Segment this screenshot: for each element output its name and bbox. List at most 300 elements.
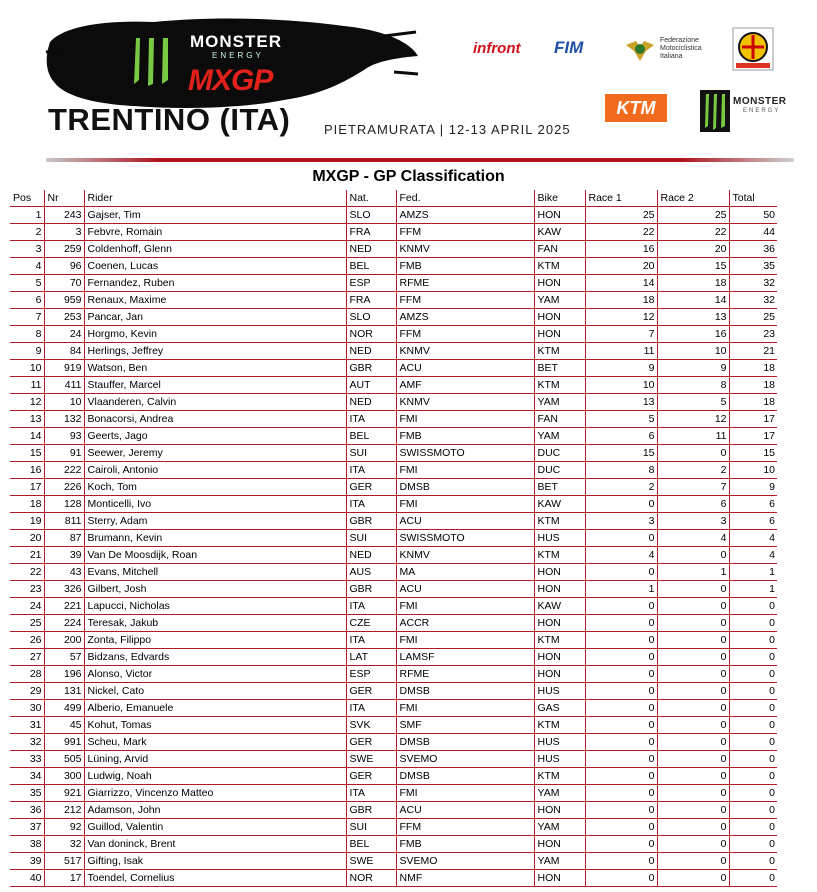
cell-nat: SUI xyxy=(346,819,396,836)
cell-nr: 259 xyxy=(44,241,84,258)
cell-nr: 45 xyxy=(44,717,84,734)
cell-fed: MA xyxy=(396,564,534,581)
cell-nat: ITA xyxy=(346,496,396,513)
cell-bike: HON xyxy=(534,666,585,683)
cell-nat: NOR xyxy=(346,326,396,343)
cell-nr: 224 xyxy=(44,615,84,632)
cell-fed: ACU xyxy=(396,581,534,598)
cell-nat: SWE xyxy=(346,751,396,768)
cell-nr: 919 xyxy=(44,360,84,377)
cell-nr: 222 xyxy=(44,462,84,479)
cell-nat: SWE xyxy=(346,853,396,870)
cell-race2: 0 xyxy=(657,819,729,836)
cell-total: 35 xyxy=(729,258,777,275)
cell-pos: 3 xyxy=(10,241,44,258)
cell-nat: SVK xyxy=(346,717,396,734)
cell-rider: Sterry, Adam xyxy=(84,513,346,530)
table-row xyxy=(10,411,777,428)
cell-race1: 0 xyxy=(585,751,657,768)
table-row xyxy=(10,598,777,615)
cell-race1: 13 xyxy=(585,394,657,411)
cell-total: 44 xyxy=(729,224,777,241)
cell-race2: 0 xyxy=(657,870,729,887)
cell-total: 0 xyxy=(729,836,777,853)
cell-race1: 18 xyxy=(585,292,657,309)
cell-nr: 499 xyxy=(44,700,84,717)
cell-bike: HON xyxy=(534,309,585,326)
table-row xyxy=(10,632,777,649)
event-venue-date: PIETRAMURATA | 12-13 APRIL 2025 xyxy=(324,122,571,137)
cell-bike: FAN xyxy=(534,411,585,428)
cell-race2: 4 xyxy=(657,530,729,547)
cell-nr: 32 xyxy=(44,836,84,853)
cell-fed: ACCR xyxy=(396,615,534,632)
table-row xyxy=(10,547,777,564)
table-row xyxy=(10,292,777,309)
cell-rider: Zonta, Filippo xyxy=(84,632,346,649)
cell-race2: 25 xyxy=(657,207,729,224)
cell-rider: Pancar, Jan xyxy=(84,309,346,326)
cell-fed: FMI xyxy=(396,462,534,479)
cell-total: 18 xyxy=(729,360,777,377)
cell-race1: 0 xyxy=(585,853,657,870)
cell-total: 21 xyxy=(729,343,777,360)
cell-total: 0 xyxy=(729,734,777,751)
cell-nat: ITA xyxy=(346,462,396,479)
column-header-bike: Bike xyxy=(534,190,585,207)
cell-race1: 0 xyxy=(585,632,657,649)
cell-fed: SMF xyxy=(396,717,534,734)
cell-nat: NED xyxy=(346,547,396,564)
cell-race1: 10 xyxy=(585,377,657,394)
cell-pos: 35 xyxy=(10,785,44,802)
cell-rider: Cairoli, Antonio xyxy=(84,462,346,479)
cell-race1: 16 xyxy=(585,241,657,258)
cell-fed: LAMSF xyxy=(396,649,534,666)
cell-bike: HON xyxy=(534,649,585,666)
cell-nr: 17 xyxy=(44,870,84,887)
cell-nat: FRA xyxy=(346,224,396,241)
cell-race2: 0 xyxy=(657,768,729,785)
cell-rider: Giarrizzo, Vincenzo Matteo xyxy=(84,785,346,802)
cell-pos: 36 xyxy=(10,802,44,819)
cell-race1: 0 xyxy=(585,530,657,547)
table-row xyxy=(10,768,777,785)
cell-fed: KNMV xyxy=(396,547,534,564)
cell-race1: 11 xyxy=(585,343,657,360)
cell-rider: Renaux, Maxime xyxy=(84,292,346,309)
cell-race2: 1 xyxy=(657,564,729,581)
cell-race1: 1 xyxy=(585,581,657,598)
cell-race2: 5 xyxy=(657,394,729,411)
cell-race2: 7 xyxy=(657,479,729,496)
cell-bike: YAM xyxy=(534,785,585,802)
table-row xyxy=(10,530,777,547)
cell-nat: GBR xyxy=(346,513,396,530)
cell-bike: DUC xyxy=(534,445,585,462)
cell-nat: GER xyxy=(346,479,396,496)
ktm-logo: KTM xyxy=(605,94,667,122)
cell-race2: 22 xyxy=(657,224,729,241)
cell-nat: ESP xyxy=(346,275,396,292)
cell-fed: DMSB xyxy=(396,683,534,700)
cell-race1: 20 xyxy=(585,258,657,275)
cell-fed: SVEMO xyxy=(396,751,534,768)
cell-nr: 326 xyxy=(44,581,84,598)
table-row xyxy=(10,513,777,530)
fmi-logo-icon xyxy=(624,37,656,63)
cell-fed: DMSB xyxy=(396,479,534,496)
cell-nat: GBR xyxy=(346,581,396,598)
cell-pos: 7 xyxy=(10,309,44,326)
cell-rider: Van doninck, Brent xyxy=(84,836,346,853)
cell-race2: 3 xyxy=(657,513,729,530)
cell-nr: 811 xyxy=(44,513,84,530)
cell-total: 0 xyxy=(729,666,777,683)
cell-race2: 0 xyxy=(657,836,729,853)
document-title: MXGP - GP Classification xyxy=(312,168,505,185)
cell-nr: 253 xyxy=(44,309,84,326)
table-row xyxy=(10,462,777,479)
cell-nr: 300 xyxy=(44,768,84,785)
table-row xyxy=(10,802,777,819)
cell-pos: 17 xyxy=(10,479,44,496)
cell-fed: ACU xyxy=(396,513,534,530)
cell-fed: FFM xyxy=(396,326,534,343)
cell-nat: ITA xyxy=(346,598,396,615)
cell-nr: 226 xyxy=(44,479,84,496)
table-row xyxy=(10,870,777,887)
cell-bike: HUS xyxy=(534,683,585,700)
cell-nr: 91 xyxy=(44,445,84,462)
cell-pos: 27 xyxy=(10,649,44,666)
cell-race1: 0 xyxy=(585,768,657,785)
cell-total: 0 xyxy=(729,683,777,700)
cell-bike: YAM xyxy=(534,428,585,445)
table-row xyxy=(10,428,777,445)
cell-race2: 0 xyxy=(657,581,729,598)
table-row xyxy=(10,785,777,802)
cell-fed: KNMV xyxy=(396,343,534,360)
cell-race2: 9 xyxy=(657,360,729,377)
cell-nr: 96 xyxy=(44,258,84,275)
cell-nat: AUT xyxy=(346,377,396,394)
cell-race1: 12 xyxy=(585,309,657,326)
table-row xyxy=(10,649,777,666)
cell-nat: NED xyxy=(346,241,396,258)
fmi-logo-text: Federazione Motociclistica Italiana xyxy=(660,37,702,60)
cell-race1: 22 xyxy=(585,224,657,241)
cell-total: 0 xyxy=(729,785,777,802)
table-row xyxy=(10,343,777,360)
cell-race2: 0 xyxy=(657,717,729,734)
cell-total: 1 xyxy=(729,581,777,598)
cell-bike: KTM xyxy=(534,547,585,564)
table-row xyxy=(10,207,777,224)
cell-total: 6 xyxy=(729,496,777,513)
cell-pos: 11 xyxy=(10,377,44,394)
cell-race1: 8 xyxy=(585,462,657,479)
cell-total: 15 xyxy=(729,445,777,462)
cell-race2: 13 xyxy=(657,309,729,326)
event-title: TRENTINO (ITA) xyxy=(48,102,291,137)
cell-rider: Ludwig, Noah xyxy=(84,768,346,785)
cell-pos: 23 xyxy=(10,581,44,598)
cell-nat: AUS xyxy=(346,564,396,581)
table-row xyxy=(10,581,777,598)
cell-fed: FMI xyxy=(396,700,534,717)
column-header-fed: Fed. xyxy=(396,190,534,207)
cell-pos: 40 xyxy=(10,870,44,887)
table-row xyxy=(10,258,777,275)
cell-fed: FFM xyxy=(396,292,534,309)
cell-nr: 84 xyxy=(44,343,84,360)
cell-rider: Lüning, Arvid xyxy=(84,751,346,768)
cell-race2: 8 xyxy=(657,377,729,394)
cell-race2: 0 xyxy=(657,547,729,564)
cell-pos: 13 xyxy=(10,411,44,428)
cell-race1: 0 xyxy=(585,564,657,581)
table-row xyxy=(10,751,777,768)
cell-total: 0 xyxy=(729,717,777,734)
cell-total: 50 xyxy=(729,207,777,224)
table-row xyxy=(10,496,777,513)
cell-fed: AMF xyxy=(396,377,534,394)
cell-race1: 3 xyxy=(585,513,657,530)
cell-race2: 16 xyxy=(657,326,729,343)
cell-bike: KTM xyxy=(534,513,585,530)
cell-rider: Watson, Ben xyxy=(84,360,346,377)
cell-race2: 10 xyxy=(657,343,729,360)
cell-race1: 0 xyxy=(585,870,657,887)
column-header-race2: Race 2 xyxy=(657,190,729,207)
column-header-nr: Nr xyxy=(44,190,84,207)
cell-fed: KNMV xyxy=(396,241,534,258)
cell-nat: SUI xyxy=(346,530,396,547)
cell-bike: DUC xyxy=(534,462,585,479)
cell-nat: ITA xyxy=(346,411,396,428)
cell-nr: 243 xyxy=(44,207,84,224)
cell-total: 6 xyxy=(729,513,777,530)
cell-pos: 4 xyxy=(10,258,44,275)
cell-bike: FAN xyxy=(534,241,585,258)
cell-rider: Gilbert, Josh xyxy=(84,581,346,598)
mxgp-logo: MXGP xyxy=(188,64,273,97)
cell-total: 0 xyxy=(729,853,777,870)
cell-rider: Vlaanderen, Calvin xyxy=(84,394,346,411)
cell-race1: 0 xyxy=(585,836,657,853)
cell-total: 25 xyxy=(729,309,777,326)
cell-rider: Bidzans, Edvards xyxy=(84,649,346,666)
cell-bike: HUS xyxy=(534,530,585,547)
cell-pos: 6 xyxy=(10,292,44,309)
cell-nr: 959 xyxy=(44,292,84,309)
cell-fed: FMI xyxy=(396,496,534,513)
cell-race1: 0 xyxy=(585,615,657,632)
cell-race1: 0 xyxy=(585,683,657,700)
cell-nr: 991 xyxy=(44,734,84,751)
table-row xyxy=(10,853,777,870)
cell-bike: KTM xyxy=(534,632,585,649)
cell-pos: 22 xyxy=(10,564,44,581)
column-header-total: Total xyxy=(729,190,777,207)
cell-fed: FMI xyxy=(396,411,534,428)
cell-nat: BEL xyxy=(346,428,396,445)
cell-rider: Alberio, Emanuele xyxy=(84,700,346,717)
cell-rider: Febvre, Romain xyxy=(84,224,346,241)
cell-bike: KAW xyxy=(534,224,585,241)
cell-race2: 0 xyxy=(657,598,729,615)
cell-bike: HUS xyxy=(534,751,585,768)
cell-nat: ESP xyxy=(346,666,396,683)
energy-logo-text: ENERGY xyxy=(212,51,264,60)
cell-rider: Brumann, Kevin xyxy=(84,530,346,547)
column-header-rider: Rider xyxy=(84,190,346,207)
cell-pos: 5 xyxy=(10,275,44,292)
cell-rider: Evans, Mitchell xyxy=(84,564,346,581)
cell-nat: GER xyxy=(346,768,396,785)
cell-race2: 11 xyxy=(657,428,729,445)
cell-bike: KAW xyxy=(534,598,585,615)
cell-rider: Gajser, Tim xyxy=(84,207,346,224)
energy-logo-small-text: ENERGY xyxy=(743,108,781,114)
cell-total: 32 xyxy=(729,292,777,309)
cell-bike: GAS xyxy=(534,700,585,717)
cell-race1: 25 xyxy=(585,207,657,224)
header-divider xyxy=(46,158,794,162)
cell-nr: 196 xyxy=(44,666,84,683)
cell-pos: 30 xyxy=(10,700,44,717)
cell-nr: 10 xyxy=(44,394,84,411)
cell-nr: 128 xyxy=(44,496,84,513)
cell-pos: 19 xyxy=(10,513,44,530)
cell-total: 0 xyxy=(729,598,777,615)
cell-pos: 32 xyxy=(10,734,44,751)
table-row xyxy=(10,615,777,632)
cell-nat: BEL xyxy=(346,836,396,853)
cell-nr: 131 xyxy=(44,683,84,700)
table-row xyxy=(10,445,777,462)
table-row xyxy=(10,326,777,343)
cell-total: 18 xyxy=(729,394,777,411)
cell-bike: HON xyxy=(534,870,585,887)
cell-bike: BET xyxy=(534,479,585,496)
cell-rider: Horgmo, Kevin xyxy=(84,326,346,343)
cell-pos: 1 xyxy=(10,207,44,224)
cell-nat: GER xyxy=(346,734,396,751)
cell-pos: 8 xyxy=(10,326,44,343)
cell-race1: 4 xyxy=(585,547,657,564)
cell-race1: 9 xyxy=(585,360,657,377)
cell-rider: Fernandez, Ruben xyxy=(84,275,346,292)
cell-nr: 517 xyxy=(44,853,84,870)
cell-total: 23 xyxy=(729,326,777,343)
cell-race2: 12 xyxy=(657,411,729,428)
classification-table xyxy=(10,190,777,887)
cell-bike: BET xyxy=(534,360,585,377)
cell-race2: 2 xyxy=(657,462,729,479)
cell-total: 18 xyxy=(729,377,777,394)
table-row xyxy=(10,224,777,241)
cell-nat: ITA xyxy=(346,700,396,717)
cell-fed: RFME xyxy=(396,275,534,292)
cell-rider: Herlings, Jeffrey xyxy=(84,343,346,360)
cell-nat: GBR xyxy=(346,360,396,377)
cell-rider: Scheu, Mark xyxy=(84,734,346,751)
table-row xyxy=(10,360,777,377)
cell-nr: 200 xyxy=(44,632,84,649)
cell-bike: KAW xyxy=(534,496,585,513)
cell-race1: 0 xyxy=(585,700,657,717)
cell-rider: Toendel, Cornelius xyxy=(84,870,346,887)
cell-total: 0 xyxy=(729,802,777,819)
monster-logo-text: MONSTER xyxy=(190,32,282,51)
cell-race2: 6 xyxy=(657,496,729,513)
cell-nat: NOR xyxy=(346,870,396,887)
cell-pos: 9 xyxy=(10,343,44,360)
cell-nat: FRA xyxy=(346,292,396,309)
table-row xyxy=(10,377,777,394)
cell-race2: 0 xyxy=(657,632,729,649)
cell-nr: 57 xyxy=(44,649,84,666)
cell-total: 0 xyxy=(729,649,777,666)
cell-bike: HON xyxy=(534,581,585,598)
cell-race2: 0 xyxy=(657,734,729,751)
cell-nr: 212 xyxy=(44,802,84,819)
cell-total: 9 xyxy=(729,479,777,496)
cell-bike: YAM xyxy=(534,819,585,836)
cell-total: 1 xyxy=(729,564,777,581)
cell-race2: 0 xyxy=(657,649,729,666)
table-row xyxy=(10,241,777,258)
cell-bike: KTM xyxy=(534,717,585,734)
cell-bike: HUS xyxy=(534,734,585,751)
cell-race2: 20 xyxy=(657,241,729,258)
cell-nr: 70 xyxy=(44,275,84,292)
cell-nat: LAT xyxy=(346,649,396,666)
cell-race1: 7 xyxy=(585,326,657,343)
cell-fed: FMI xyxy=(396,598,534,615)
cell-total: 32 xyxy=(729,275,777,292)
cell-rider: Adamson, John xyxy=(84,802,346,819)
cell-nr: 921 xyxy=(44,785,84,802)
cell-rider: Guillod, Valentin xyxy=(84,819,346,836)
cell-pos: 29 xyxy=(10,683,44,700)
cell-pos: 14 xyxy=(10,428,44,445)
cell-total: 17 xyxy=(729,411,777,428)
cell-fed: DMSB xyxy=(396,734,534,751)
cell-rider: Seewer, Jeremy xyxy=(84,445,346,462)
cell-total: 0 xyxy=(729,819,777,836)
cell-total: 4 xyxy=(729,547,777,564)
cell-bike: YAM xyxy=(534,292,585,309)
cell-race1: 0 xyxy=(585,785,657,802)
cell-rider: Nickel, Cato xyxy=(84,683,346,700)
column-header-nat: Nat. xyxy=(346,190,396,207)
table-row xyxy=(10,666,777,683)
cell-pos: 15 xyxy=(10,445,44,462)
cell-race2: 0 xyxy=(657,751,729,768)
cell-rider: Bonacorsi, Andrea xyxy=(84,411,346,428)
table-header-row xyxy=(10,190,777,207)
cell-nat: CZE xyxy=(346,615,396,632)
cell-nat: NED xyxy=(346,394,396,411)
cell-fed: FMI xyxy=(396,632,534,649)
cell-race1: 0 xyxy=(585,666,657,683)
cell-race1: 0 xyxy=(585,802,657,819)
cell-fed: NMF xyxy=(396,870,534,887)
cell-race1: 0 xyxy=(585,717,657,734)
